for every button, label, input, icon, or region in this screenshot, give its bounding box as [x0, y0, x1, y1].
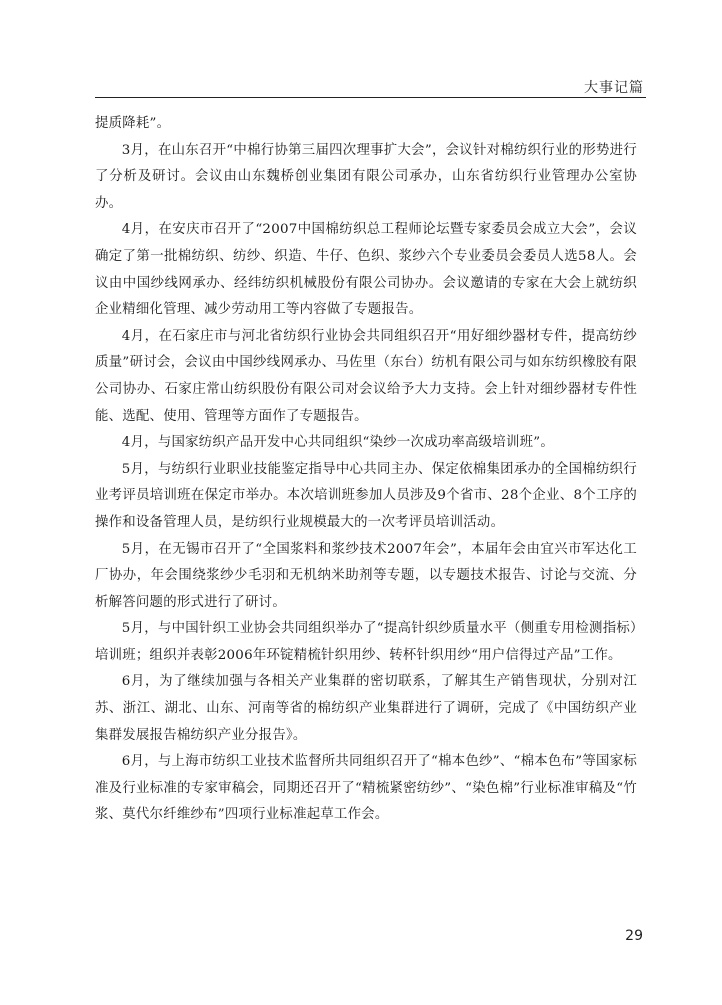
page-number: 29 [625, 928, 643, 944]
paragraph-continuation: 提质降耗”。 [95, 116, 171, 131]
paragraph: 5月，在无锡市召开了“全国浆料和浆纱技术2007年会”，本届年会由宜兴市军达化工厂协办，年会围绕浆纱少毛羽和无机纳米助剂等专题，以专题技术报告、讨论与交流、分析解答问题的形式进行了研讨。 [95, 541, 637, 610]
paragraph: 6月，为了继续加强与各相关产业集群的密切联系，了解其生产销售现状，分别对江苏、浙江、湖北、山东、河南等省的棉纺织产业集群进行了调研，完成了《中国纺织产业集群发展报告棉纺织产业分报告》。 [95, 674, 637, 743]
paragraph: 6月，与上海市纺织工业技术监督所共同组织召开了“棉本色纱”、“棉本色布”等国家标准及行业标准的专家审稿会，同期还召开了“精梳紧密纺纱”、“染色棉”行业标准审稿及“竹浆、莫代尔纤维纱布”四项行业标准起草工作会。 [95, 754, 637, 823]
paragraph: 4月，在安庆市召开了“2007中国棉纺织总工程师论坛暨专家委员会成立大会”，会议确定了第一批棉纺织、纺纱、织造、牛仔、色织、浆纱六个专业委员会委员人选58人。会议由中国纱线网承办、经纬纺织机械股份有限公司协办。会议邀请的专家在大会上就纺织企业精细化管理、减少劳动用工等内容做了专题报告。 [95, 222, 637, 318]
paragraph: 4月，与国家纺织产品开发中心共同组织“染纱一次成功率高级培训班”。 [121, 435, 554, 451]
page-body [95, 111, 637, 829]
section-title: 大事记篇 [584, 80, 644, 96]
paragraph: 5月，与纺织行业职业技能鉴定指导中心共同主办、保定依棉集团承办的全国棉纺织行业考评员培训班在保定市举办。本次培训班参加人员涉及9个省市、28个企业、8个工序的操作和设备管理人员，是纺织行业规模最大的一次考评员培训活动。 [95, 461, 637, 530]
running-header [95, 75, 646, 98]
paragraph: 4月，在石家庄市与河北省纺织行业协会共同组织召开“用好细纱器材专件，提高纺纱质量”研讨会，会议由中国纱线网承办、马佐里（东台）纺机有限公司与如东纺织橡胶有限公司协办、石家庄常山纺织股份有限公司对会议给予大力支持。会上针对细纱器材专件性能、选配、使用、管理等方面作了专题报告。 [95, 328, 637, 424]
paragraph: 5月，与中国针织工业协会共同组织举办了“提高针织纱质量水平（侧重专用检测指标）培训班；组织并表彰2006年环锭精梳针织用纱、转杯针织用纱“用户信得过产品”工作。 [95, 621, 637, 663]
paragraph: 3月，在山东召开“中棉行协第三届四次理事扩大会”，会议针对棉纺织行业的形势进行了分析及研讨。会议由山东魏桥创业集团有限公司承办，山东省纺织行业管理办公室协办。 [95, 142, 637, 211]
